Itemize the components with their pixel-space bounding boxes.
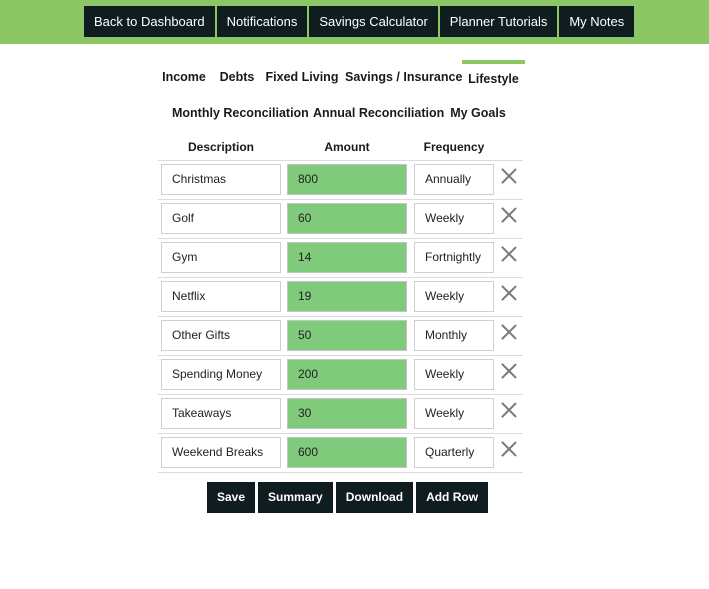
notifications-button[interactable]: Notifications [217, 6, 308, 37]
description-input[interactable]: Christmas [161, 164, 281, 195]
tab-debts[interactable]: Debts [219, 70, 255, 84]
frequency-select[interactable]: Annually [414, 164, 494, 195]
tab-lifestyle[interactable]: Lifestyle [462, 60, 525, 94]
save-button[interactable]: Save [207, 482, 255, 513]
frequency-select[interactable]: Weekly [414, 281, 494, 312]
table-row [158, 238, 523, 277]
amount-input[interactable]: 60 [287, 203, 407, 234]
amount-input[interactable]: 19 [287, 281, 407, 312]
top-bar [0, 0, 709, 44]
amount-input[interactable]: 30 [287, 398, 407, 429]
table-row [158, 199, 523, 238]
description-input[interactable]: Netflix [161, 281, 281, 312]
amount-column-header: Amount [324, 140, 370, 154]
amount-input[interactable]: 14 [287, 242, 407, 273]
category-tabs-row-2 [0, 96, 709, 130]
category-tabs-row-1 [0, 60, 709, 94]
download-button[interactable]: Download [336, 482, 413, 513]
amount-input[interactable]: 200 [287, 359, 407, 390]
table-row [158, 277, 523, 316]
description-input[interactable]: Spending Money [161, 359, 281, 390]
delete-row-close-icon[interactable] [500, 284, 518, 302]
delete-row-close-icon[interactable] [500, 206, 518, 224]
delete-row-close-icon[interactable] [500, 362, 518, 380]
description-input[interactable]: Golf [161, 203, 281, 234]
tab-monthly-reconciliation[interactable]: Monthly Reconciliation [172, 106, 309, 120]
amount-input[interactable]: 800 [287, 164, 407, 195]
delete-row-close-icon[interactable] [500, 440, 518, 458]
frequency-select[interactable]: Monthly [414, 320, 494, 351]
back-to-dashboard-button[interactable]: Back to Dashboard [84, 6, 215, 37]
summary-button[interactable]: Summary [258, 482, 333, 513]
table-row [158, 160, 523, 199]
frequency-select[interactable]: Weekly [414, 398, 494, 429]
delete-row-close-icon[interactable] [500, 167, 518, 185]
frequency-column-header: Frequency [423, 140, 485, 154]
description-input[interactable]: Takeaways [161, 398, 281, 429]
amount-input[interactable]: 50 [287, 320, 407, 351]
tab-annual-reconciliation[interactable]: Annual Reconciliation [313, 106, 445, 120]
add-row-button[interactable]: Add Row [416, 482, 488, 513]
tab-fixed-living[interactable]: Fixed Living [265, 70, 339, 84]
table-row [158, 355, 523, 394]
top-navigation [84, 6, 634, 37]
frequency-select[interactable]: Fortnightly [414, 242, 494, 273]
table-actions [207, 482, 488, 513]
frequency-select[interactable]: Quarterly [414, 437, 494, 468]
table-row [158, 316, 523, 355]
description-column-header: Description [187, 140, 254, 154]
tab-savings-insurance[interactable]: Savings / Insurance [345, 70, 463, 84]
lifestyle-expenses-table [158, 160, 523, 473]
savings-calculator-button[interactable]: Savings Calculator [309, 6, 437, 37]
planner-tutorials-button[interactable]: Planner Tutorials [440, 6, 558, 37]
table-row [158, 394, 523, 433]
table-row [158, 433, 523, 473]
tab-income[interactable]: Income [162, 70, 206, 84]
description-input[interactable]: Other Gifts [161, 320, 281, 351]
delete-row-close-icon[interactable] [500, 245, 518, 263]
description-input[interactable]: Gym [161, 242, 281, 273]
my-notes-button[interactable]: My Notes [559, 6, 634, 37]
tab-my-goals[interactable]: My Goals [450, 106, 506, 120]
delete-row-close-icon[interactable] [500, 401, 518, 419]
frequency-select[interactable]: Weekly [414, 203, 494, 234]
amount-input[interactable]: 600 [287, 437, 407, 468]
delete-row-close-icon[interactable] [500, 323, 518, 341]
description-input[interactable]: Weekend Breaks [161, 437, 281, 468]
frequency-select[interactable]: Weekly [414, 359, 494, 390]
